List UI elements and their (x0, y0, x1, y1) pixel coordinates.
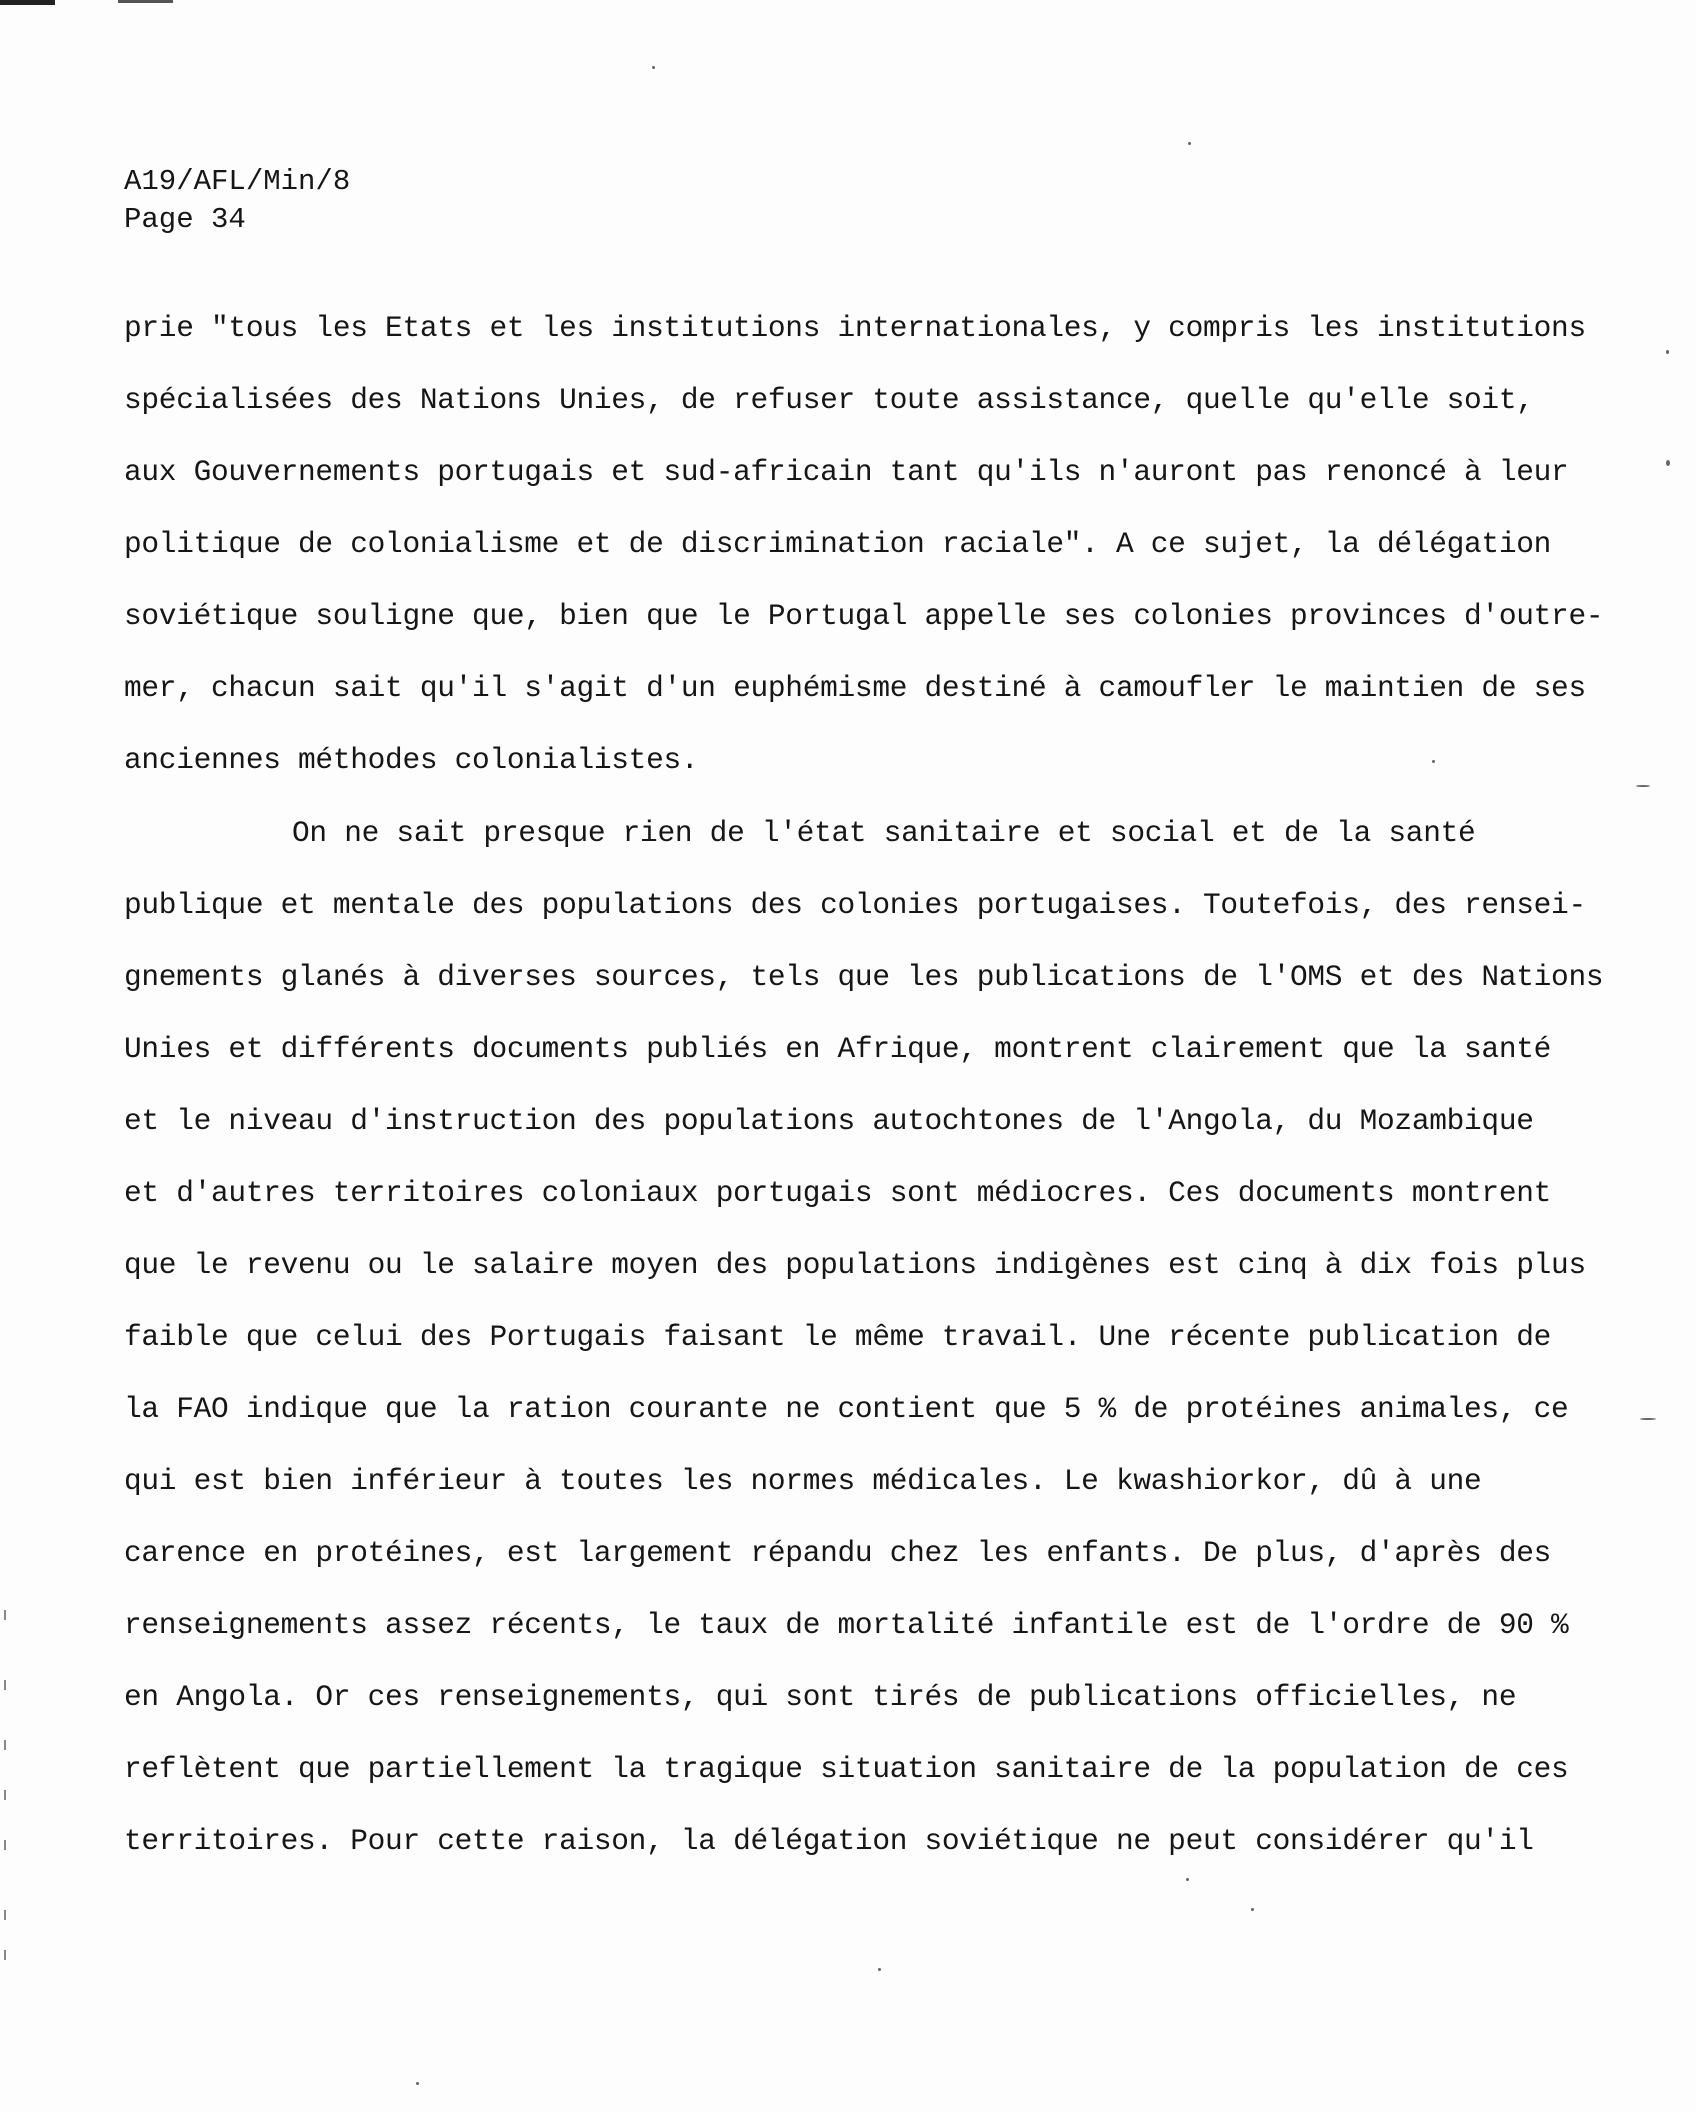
scan-speck (416, 2082, 419, 2085)
scan-edge-mark (4, 1680, 6, 1690)
text-line: et le niveau d'instruction des populations autochtones de l'Angola, du Mozambique (124, 1104, 1534, 1138)
scan-edge-mark (4, 1740, 6, 1750)
text-line: la FAO indique que la ration courante ne contient que 5 % de protéines animales, ce (124, 1392, 1569, 1426)
text-line: faible que celui des Portugais faisant le même travail. Une récente publication de (124, 1320, 1552, 1354)
text-line: publique et mentale des populations des colonies portugaises. Toutefois, des rensei- (124, 888, 1586, 922)
text-line: et d'autres territoires coloniaux portugais sont médiocres. Ces documents montrent (124, 1176, 1552, 1210)
text-line: aux Gouvernements portugais et sud-africain tant qu'ils n'auront pas renoncé à leur (124, 455, 1569, 489)
scan-edge-mark (4, 1950, 6, 1960)
text-line: prie "tous les Etats et les institutions internationales, y compris les institutions (124, 311, 1586, 345)
scan-speck (1188, 142, 1191, 145)
scan-speck (1666, 460, 1670, 466)
scan-edge-mark (4, 1910, 6, 1920)
scan-mark (0, 0, 55, 5)
scan-speck (1636, 785, 1650, 787)
scan-edge-mark (4, 1840, 6, 1850)
text-line: reflètent que partiellement la tragique situation sanitaire de la population de ces (124, 1752, 1569, 1786)
text-line: politique de colonialisme et de discrimination raciale". A ce sujet, la délégation (124, 527, 1552, 561)
scan-speck (1666, 350, 1669, 354)
scan-speck (1251, 1908, 1254, 1911)
text-line: carence en protéines, est largement répandu chez les enfants. De plus, d'après des (124, 1536, 1552, 1570)
scan-speck (652, 66, 655, 69)
scan-speck (1640, 1418, 1656, 1420)
text-line: soviétique souligne que, bien que le Portugal appelle ses colonies provinces d'outre- (124, 599, 1604, 633)
text-line: mer, chacun sait qu'il s'agit d'un euphémisme destiné à camoufler le maintien de ses (124, 671, 1586, 705)
text-line: que le revenu ou le salaire moyen des populations indigènes est cinq à dix fois plus (124, 1248, 1586, 1282)
text-line: On ne sait presque rien de l'état sanitaire et social et de la santé (292, 816, 1476, 850)
scan-edge-mark (4, 1610, 6, 1620)
text-line: anciennes méthodes colonialistes. (124, 743, 699, 777)
text-line: spécialisées des Nations Unies, de refuser toute assistance, quelle qu'elle soit, (124, 383, 1534, 417)
text-line: renseignements assez récents, le taux de mortalité infantile est de l'ordre de 90 % (124, 1608, 1569, 1642)
scan-speck (878, 1968, 881, 1971)
scan-mark (118, 0, 173, 3)
scan-speck (1432, 760, 1435, 763)
scan-edge-mark (4, 1790, 6, 1800)
document-header (124, 163, 350, 239)
page-number: Page 34 (124, 203, 246, 236)
document-reference: A19/AFL/Min/8 (124, 165, 351, 198)
text-line: gnements glanés à diverses sources, tels que les publications de l'OMS et des Nations (124, 960, 1604, 994)
text-line: Unies et différents documents publiés en Afrique, montrent clairement que la santé (124, 1032, 1552, 1066)
text-line: en Angola. Or ces renseignements, qui sont tirés de publications officielles, ne (124, 1680, 1517, 1714)
text-line: territoires. Pour cette raison, la délégation soviétique ne peut considérer qu'il (124, 1824, 1534, 1858)
scan-speck (1186, 1878, 1189, 1881)
text-line: qui est bien inférieur à toutes les normes médicales. Le kwashiorkor, dû à une (124, 1464, 1482, 1498)
